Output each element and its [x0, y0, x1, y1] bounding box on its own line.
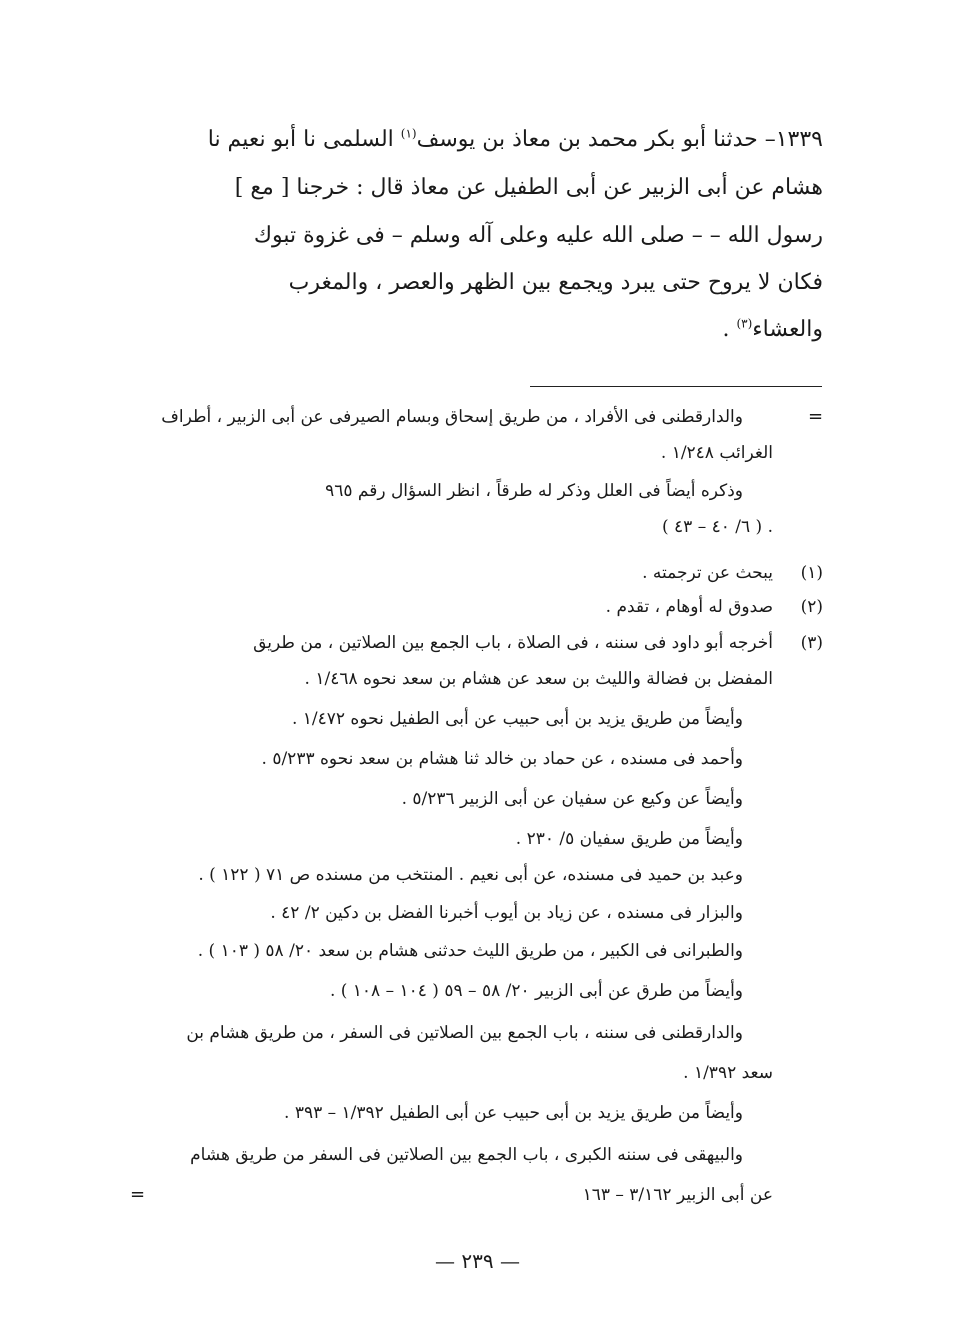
footnote-line: وأيضاً من طرق عن أبى الزبير ٢٠/ ٥٨ – ٥٩ ( ١٠٤ – ١٠٨ ) .	[329, 981, 743, 1001]
footnote-number: (١)	[800, 563, 823, 583]
footnote-line: والطبرانى فى الكبير ، من طريق الليث حدثنى هشام بن سعد ٢٠/ ٥٨ ( ١٠٣ ) .	[197, 941, 743, 961]
footnote-line: عن أبى الزبير ٣/١٦٢ – ١٦٣	[582, 1185, 773, 1205]
footnote-line: وعبد بن حميد فى مسنده، عن أبى نعيم . المنتخب من مسنده ص ٧١ ( ١٢٢ ) .	[198, 865, 743, 885]
footnote-line: والبيهقى فى سننه الكبرى ، باب الجمع بين الصلاتين فى السفر من طريق هشام	[190, 1145, 743, 1165]
footnote-line: والدارقطنى فى الأفراد ، من طريق إسحاق وبسام الصيرفى عن أبى الزبير ، أطراف	[161, 407, 743, 427]
footnote-line: صدوق له أوهام ، تقدم .	[605, 597, 773, 617]
footnote-line: وذكره أيضاً فى العلل وذكر له طرقاً ، انظر السؤال رقم ٩٦٥	[325, 481, 743, 501]
footnote-line: وأيضاً عن وكيع عن سفيان عن أبى الزبير ٥/٢٣٦ .	[401, 789, 743, 809]
footnote-number: (٢)	[800, 597, 823, 617]
footnote-line: ( ٦/ ٤٠ – ٤٣ ) .	[661, 517, 773, 537]
footnote-line: يبحث عن ترجمته .	[642, 563, 773, 583]
continuation-mark: =	[808, 406, 824, 427]
footnote-line: الغرائب ١/٢٤٨ .	[660, 443, 773, 463]
footnote-line: وأيضاً من طريق يزيد بن أبى حبيب عن أبى الطفيل ١/٣٩٢ – ٣٩٣ .	[284, 1103, 743, 1123]
hadith-line: ١٣٣٩– حدثنا أبو بكر محمد بن معاذ بن يوسف$^{(١)}$ السلمى نا أبو نعيم نا	[207, 126, 823, 152]
footnote-line: والبزار فى مسنده ، عن زياد بن أيوب أخبرنا الفضل بن دكين ٢/ ٤٢ .	[270, 903, 743, 923]
footnote-line: أخرجه أبو داود فى سننه ، فى الصلاة ، باب الجمع بين الصلاتين ، من طريق	[253, 633, 773, 653]
footnote-line: والدارقطنى فى سننه ، باب الجمع بين الصلاتين فى السفر ، من طريق هشام بن	[186, 1023, 743, 1043]
hadith-line: فكان لا يروح حتى يبرد ويجمع بين الظهر والعصر ، والمغرب	[288, 270, 823, 295]
hadith-line: رسول الله – – صلى الله عليه وعلى آله وسلم – فى غزوة تبوك	[253, 223, 823, 248]
hadith-line: هشام عن أبى الزبير عن أبى الطفيل عن معاذ قال : خرجنا [ مع ]	[234, 175, 823, 200]
footnote-line: سعد ١/٣٩٢ .	[683, 1063, 773, 1083]
page-number: — ٢٣٩ —	[435, 1249, 520, 1273]
footnote-divider	[530, 386, 822, 387]
footnote-line: وأحمد فى مسنده ، عن حماد بن خالد ثنا هشام بن سعد نحوه ٥/٢٣٣ .	[261, 749, 743, 769]
footnote-line: وأيضاً من طريق يزيد بن أبى حبيب عن أبى الطفيل نحوه ١/٤٧٢ .	[291, 709, 743, 729]
footnote-number: (٣)	[800, 633, 823, 653]
continuation-mark: =	[130, 1184, 146, 1205]
hadith-line: والعشاء$^{(٣)}$ .	[722, 316, 823, 342]
footnote-line: المفضل بن فضالة والليث بن سعد عن هشام بن سعد نحوه ١/٤٦٨ .	[304, 669, 773, 689]
footnote-line: وأيضاً من طريق سفيان ٥/ ٢٣٠ .	[515, 829, 743, 849]
